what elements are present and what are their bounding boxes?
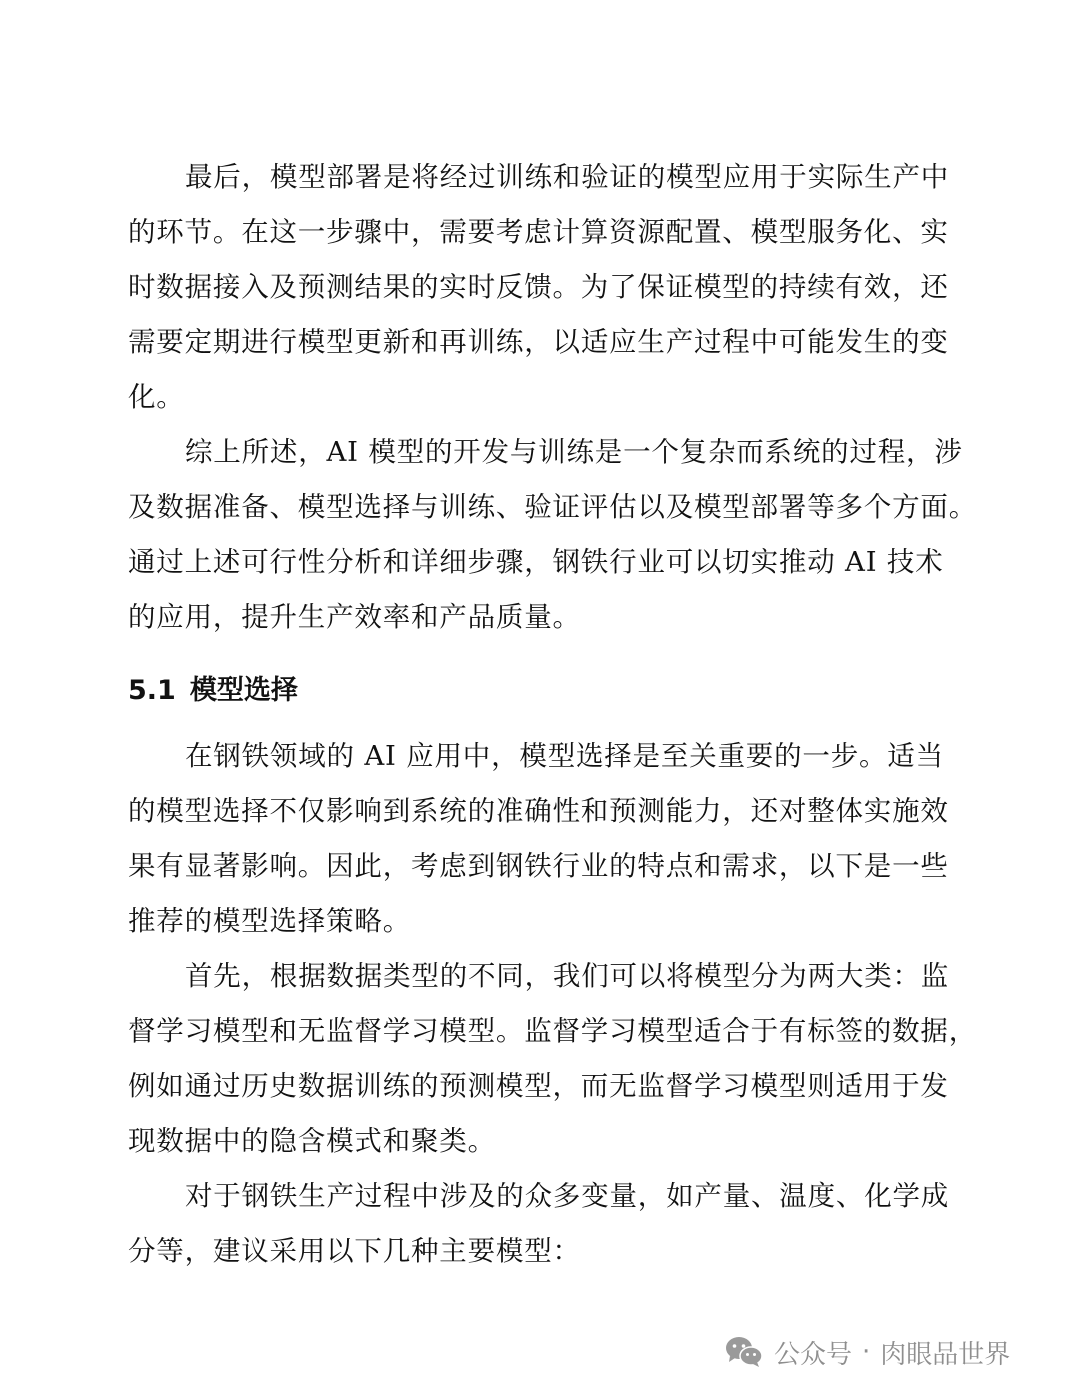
- paragraph-line: 例如通过历史数据训练的预测模型，而无监督学习模型则适用于发: [128, 1070, 949, 1102]
- paragraph-line: 通过上述可行性分析和详细步骤，钢铁行业可以切实推动 AI 技术: [128, 546, 944, 578]
- paragraph-line: 时数据接入及预测结果的实时反馈。为了保证模型的持续有效，还: [128, 271, 949, 303]
- watermark-account: 肉眼品世界: [880, 1339, 1011, 1370]
- watermark-separator: ·: [862, 1337, 871, 1367]
- paragraph-line: 分等，建议采用以下几种主要模型：: [128, 1235, 581, 1267]
- section-heading: [128, 677, 298, 704]
- paragraph-line: 对于钢铁生产过程中涉及的众多变量，如产量、温度、化学成: [185, 1180, 950, 1212]
- watermark-label: 公众号: [774, 1339, 853, 1370]
- paragraph-line: 果有显著影响。因此，考虑到钢铁行业的特点和需求，以下是一些: [128, 850, 949, 882]
- paragraph-line: 推荐的模型选择策略。: [128, 905, 411, 937]
- paragraph-line: 的模型选择不仅影响到系统的准确性和预测能力，还对整体实施效: [128, 795, 949, 827]
- paragraph-line: 化。: [128, 381, 185, 413]
- paragraph-line: 现数据中的隐含模式和聚类。: [128, 1125, 496, 1157]
- paragraph-line: 的应用，提升生产效率和产品质量。: [128, 601, 581, 633]
- section-title: 模型选择: [189, 675, 298, 706]
- paragraph-line: 在钢铁领域的 AI 应用中，模型选择是至关重要的一步。适当: [185, 740, 944, 772]
- paragraph-line: 最后，模型部署是将经过训练和验证的模型应用于实际生产中: [185, 161, 950, 193]
- section-number: 5.1: [128, 675, 176, 706]
- paragraph-line: 及数据准备、模型选择与训练、验证评估以及模型部署等多个方面。: [128, 491, 977, 523]
- paragraph-line: 首先，根据数据类型的不同，我们可以将模型分为两大类：监: [185, 960, 950, 992]
- paragraph-line: 需要定期进行模型更新和再训练，以适应生产过程中可能发生的变: [128, 326, 949, 358]
- paragraph-line: 的环节。在这一步骤中，需要考虑计算资源配置、模型服务化、实: [128, 216, 949, 248]
- wechat-icon: [724, 1335, 764, 1369]
- paragraph-line: 督学习模型和无监督学习模型。监督学习模型适合于有标签的数据，: [128, 1015, 977, 1047]
- paragraph-line: 综上所述，AI 模型的开发与训练是一个复杂而系统的过程，涉: [185, 436, 963, 468]
- watermark: [724, 1330, 1010, 1374]
